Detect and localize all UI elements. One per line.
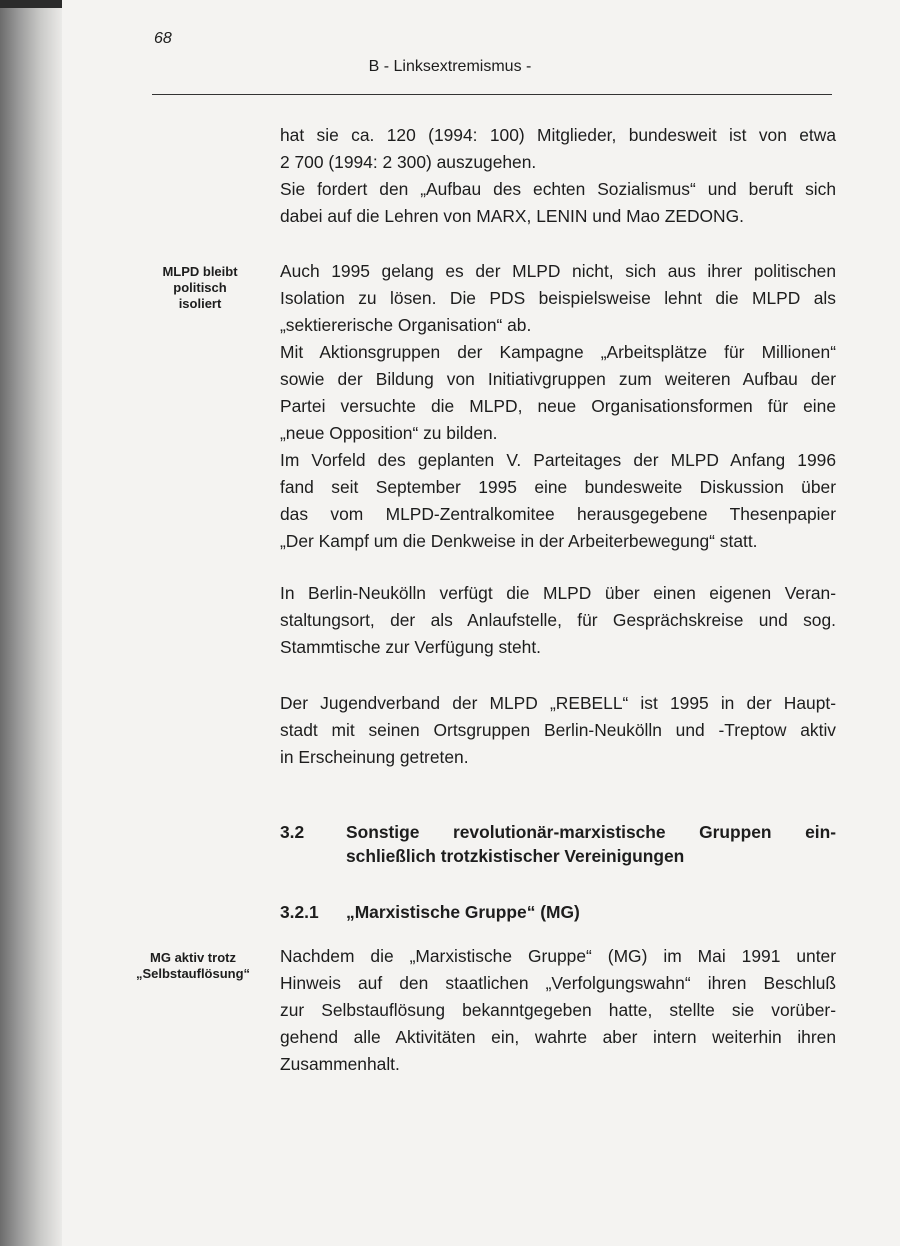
header-rule [152,94,832,95]
text-line: Hinweis auf den staatlichen „Verfolgungswahn“ ihren Beschluß [280,973,836,993]
text-line: Zusammenhalt. [280,1054,400,1074]
paragraph-rebell [280,690,836,771]
text-line: Mit Aktionsgruppen der Kampagne „Arbeitsplätze für Millionen“ [280,342,836,362]
text-line: Stammtische zur Verfügung steht. [280,637,541,657]
text-line: fand seit September 1995 eine bundesweite Diskussion über [280,477,836,497]
text-line: in Erscheinung getreten. [280,747,469,767]
text-line: sowie der Bildung von Initiativgruppen zum weiteren Aufbau der [280,369,836,389]
paragraph-mlpd-members [280,122,836,230]
text-line: hat sie ca. 120 (1994: 100) Mitglieder, bundesweit ist von etwa [280,125,836,145]
margin-note-line: isoliert [178,296,222,311]
text-line: Im Vorfeld des geplanten V. Parteitages der MLPD Anfang 1996 [280,450,836,470]
margin-note-mg-active [108,950,278,982]
text-line: Sie fordert den „Aufbau des echten Sozialismus“ und beruft sich [280,179,836,199]
section-title [346,820,836,868]
section-number: 3.2 [280,822,305,842]
text-line: Nachdem die „Marxistische Gruppe“ (MG) im Mai 1991 unter [280,946,836,966]
heading-line: Sonstige revolutionär-marxistische Gruppen ein- [346,822,836,842]
margin-note-mlpd-isolated [140,264,260,312]
text-line: Isolation zu lösen. Die PDS beispielsweise lehnt die MLPD als [280,288,836,308]
paragraph-berlin-neukoelln [280,580,836,661]
margin-note-line: MLPD bleibt [162,264,238,279]
text-line: zur Selbstauflösung bekanntgegeben hatte, stellte sie vorüber- [280,1000,836,1020]
text-line: staltungsort, der als Anlaufstelle, für Gesprächskreise und sog. [280,610,836,630]
text-line: Partei versuchte die MLPD, neue Organisationsformen für eine [280,396,836,416]
margin-note-line: politisch [173,280,227,295]
text-line: In Berlin-Neukölln verfügt die MLPD über einen eigenen Veran- [280,583,836,603]
section-title [346,900,836,924]
text-line: „neue Opposition“ zu bilden. [280,423,498,443]
margin-note-line: MG aktiv trotz [150,950,236,965]
text-line: stadt mit seinen Ortsgruppen Berlin-Neukölln und -Treptow aktiv [280,720,836,740]
page-binding-edge [0,0,62,1246]
margin-note-line: „Selbstauflösung“ [135,966,251,981]
heading-line: „Marxistische Gruppe“ (MG) [346,902,580,922]
paragraph-mg-dissolution [280,943,836,1078]
text-line: das vom MLPD-Zentralkomitee herausgegebene Thesenpapier [280,504,836,524]
page-number: 68 [154,30,172,47]
page-corner-mark [0,0,62,8]
text-line: „Der Kampf um die Denkweise in der Arbeiterbewegung“ statt. [280,531,758,551]
text-line: gehend alle Aktivitäten ein, wahrte aber intern weiterhin ihren [280,1027,836,1047]
text-line: „sektiererische Organisation“ ab. [280,315,532,335]
text-line: Auch 1995 gelang es der MLPD nicht, sich aus ihrer politischen [280,261,836,281]
heading-line: schließlich trotzkistischer Vereinigungen [346,846,685,866]
text-line: 2 700 (1994: 2 300) auszugehen. [280,152,537,172]
text-line: dabei auf die Lehren von MARX, LENIN und Mao ZEDONG. [280,206,744,226]
running-head: B - Linksextremismus - [368,58,532,75]
paragraph-mlpd-isolation [280,258,836,555]
text-line: Der Jugendverband der MLPD „REBELL“ ist 1995 in der Haupt- [280,693,836,713]
section-number: 3.2.1 [280,902,319,922]
